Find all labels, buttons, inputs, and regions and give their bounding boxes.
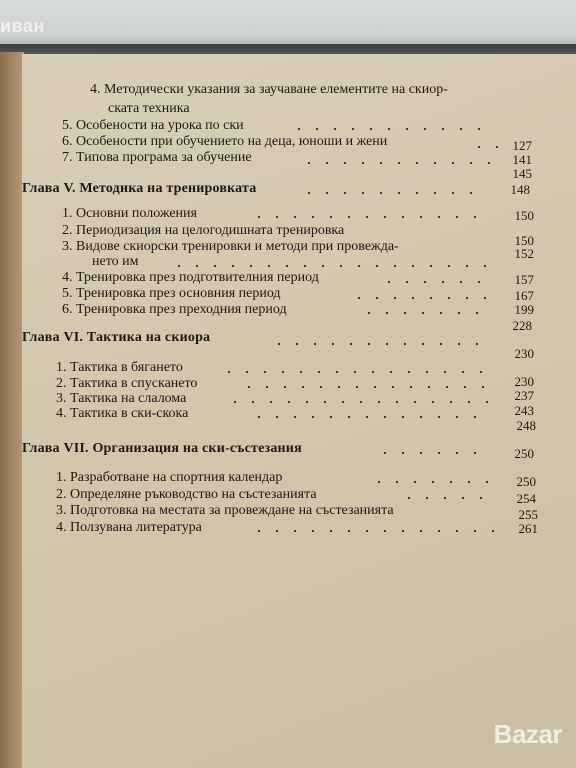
dot-leader <box>350 297 492 299</box>
page-number: 254 <box>516 491 536 506</box>
page-number: 152 <box>514 246 534 261</box>
toc-line: 1. Основни положения <box>62 206 197 221</box>
dot-leader <box>240 386 492 388</box>
dot-leader <box>220 371 492 373</box>
page-number: 261 <box>518 521 538 536</box>
dot-leader <box>370 481 492 483</box>
page-number: 150 <box>514 208 534 223</box>
chapter-label: Глава V. Методика на тренировката <box>22 181 257 196</box>
page-number: 141 <box>512 152 532 167</box>
toc-line: 4. Ползувана литература <box>56 520 202 535</box>
toc-line: 4. Тренировка през подготвителния период <box>62 270 319 285</box>
page-number: 157 <box>514 272 534 287</box>
toc-line: 5. Тренировка през основния период <box>62 286 281 301</box>
dot-leader <box>290 128 496 130</box>
page-number: 167 <box>514 288 534 303</box>
page-number: 237 <box>514 388 534 403</box>
page-number: 145 <box>512 166 532 181</box>
page-number: 255 <box>518 507 538 522</box>
dot-leader <box>226 401 492 403</box>
dot-leader <box>250 530 494 532</box>
page-number: 230 <box>514 346 534 361</box>
toc-line: 7. Типова програма за обучение <box>62 150 252 165</box>
toc-line: 3. Тактика на слалома <box>56 391 187 406</box>
dot-leader <box>300 162 498 164</box>
dot-leader <box>250 416 492 418</box>
toc-line: 3. Видове скиорски тренировки и методи при провежда- <box>62 239 399 254</box>
dot-leader <box>250 216 490 218</box>
toc-line: 4. Методически указания за заучаване елементите на скиор- <box>90 82 448 97</box>
page-number: 250 <box>516 474 536 489</box>
page-number: 248 <box>516 418 536 433</box>
dot-leader <box>380 281 492 283</box>
watermark-text: иван <box>0 16 45 36</box>
chapter-heading <box>22 181 256 197</box>
page-number: 127 <box>512 138 532 153</box>
bazar-logo: Bazar <box>493 719 562 749</box>
chapter-heading <box>22 441 302 457</box>
page-number: 243 <box>514 403 534 418</box>
dot-leader <box>170 265 490 267</box>
toc-line: 2. Тактика в спускането <box>56 376 198 391</box>
toc-line: 6. Особености при обучението на деца, юноши и жени <box>62 134 388 149</box>
page-number: 230 <box>514 374 534 389</box>
dot-leader <box>470 146 498 148</box>
toc-line: ската техника <box>108 101 190 116</box>
page-number: 150 <box>514 233 534 248</box>
dot-leader <box>360 312 490 314</box>
toc-line: 1. Тактика в бягането <box>56 360 183 375</box>
toc-line: 6. Тренировка през преходния период <box>62 302 287 317</box>
page-number: 250 <box>514 446 534 461</box>
toc-line: 2. Периодизация на целогодишната тренировка <box>62 223 345 238</box>
toc-line: 4. Тактика в ски-скока <box>56 406 189 421</box>
page-number: 199 <box>514 302 534 317</box>
chapter-label: Глава VII. Организация на ски-състезания <box>22 441 302 456</box>
toc-line: нето им <box>92 254 139 269</box>
toc-line: 3. Подготовка на местата за провеждане на състезанията <box>56 503 394 518</box>
dot-leader <box>376 452 486 454</box>
dot-leader <box>270 343 492 345</box>
page-number: 228 <box>512 318 532 333</box>
toc-line: 5. Особености на урока по ски <box>62 118 244 133</box>
dot-leader <box>300 192 476 194</box>
chapter-label: Глава VI. Тактика на скиора <box>22 330 211 345</box>
toc-line: 2. Определяне ръководство на състезанията <box>56 487 317 502</box>
chapter-heading <box>22 330 210 346</box>
page-number: 148 <box>510 182 530 197</box>
dot-leader <box>400 497 492 499</box>
toc-line: 1. Разработване на спортния календар <box>56 470 283 485</box>
